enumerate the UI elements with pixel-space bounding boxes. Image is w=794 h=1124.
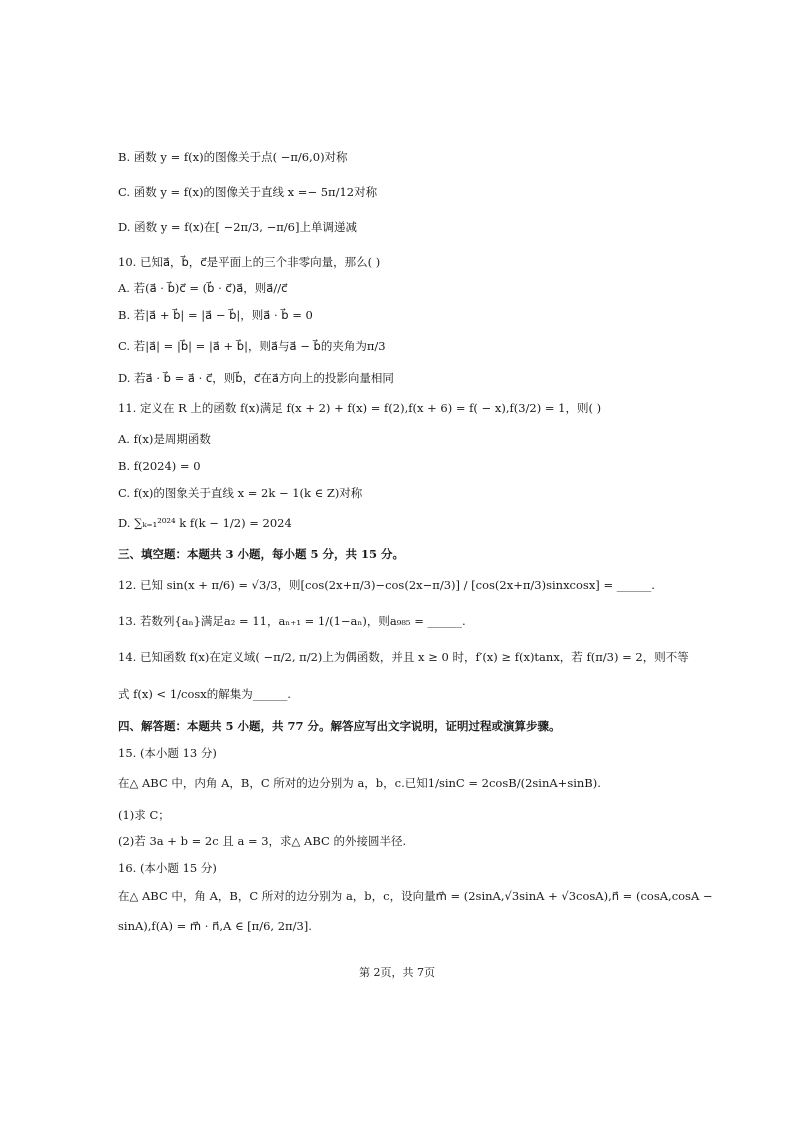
- option-9b: B. 函数 y = f(x)的图像关于点( −π/6,0)对称: [118, 150, 348, 164]
- option-11a: A. f(x)是周期函数: [118, 432, 211, 446]
- question-14-line1: 14. 已知函数 f(x)在定义域( −π/2, π/2)上为偶函数，并且 x ≥ 0 时，f′(x) ≥ f(x)tanx，若 f(π/3) = 2，则不等: [118, 650, 689, 664]
- option-11c: C. f(x)的图象关于直线 x = 2k − 1(k ∈ Z)对称: [118, 486, 363, 500]
- page-footer: 第 2页，共 7页: [359, 966, 435, 979]
- question-13: 13. 若数列{aₙ}满足a₂ = 11，aₙ₊₁ = 1/(1−aₙ)，则a₉₈₅ = ______.: [118, 614, 466, 628]
- option-10a: A. 若(a⃗ · b⃗)c⃗ = (b⃗ · c⃗)a⃗，则a⃗//c⃗: [118, 281, 288, 295]
- question-15-header: 15. (本小题 13 分): [118, 746, 217, 760]
- question-15-stem: 在△ ABC 中，内角 A，B，C 所对的边分别为 a，b，c.已知1/sinC = 2cosB/(2sinA+sinB).: [118, 776, 601, 790]
- option-11b: B. f(2024) = 0: [118, 459, 201, 473]
- question-10: 10. 已知a⃗，b⃗，c⃗是平面上的三个非零向量，那么( ): [118, 255, 381, 269]
- question-16-stem-line2: sinA),f(A) = m⃗ · n⃗,A ∈ [π/6, 2π/3].: [118, 919, 312, 933]
- question-11: 11. 定义在 R 上的函数 f(x)满足 f(x + 2) + f(x) = f(2),f(x + 6) = f( − x),f(3/2) = 1，则( ): [118, 401, 602, 415]
- question-12: 12. 已知 sin(x + π/6) = √3/3，则[cos(2x+π/3)−cos(2x−π/3)] / [cos(2x+π/3)sinxcosx] = ______.: [118, 578, 655, 592]
- option-9c: C. 函数 y = f(x)的图像关于直线 x =− 5π/12对称: [118, 185, 378, 199]
- question-16-stem-line1: 在△ ABC 中，角 A，B，C 所对的边分别为 a，b，c，设向量m⃗ = (2sinA,√3sinA + √3cosA),n⃗ = (cosA,cosA −: [118, 889, 713, 903]
- question-16-header: 16. (本小题 15 分): [118, 861, 217, 875]
- option-10c: C. 若|a⃗| = |b⃗| = |a⃗ + b⃗|，则a⃗与a⃗ − b⃗的夹角为π/3: [118, 339, 386, 353]
- option-10b: B. 若|a⃗ + b⃗| = |a⃗ − b⃗|，则a⃗ · b⃗ = 0: [118, 308, 313, 322]
- section-4-heading: 四、解答题：本题共 5 小题，共 77 分。解答应写出文字说明，证明过程或演算步骤。: [118, 719, 561, 733]
- question-15-part2: (2)若 3a + b = 2c 且 a = 3，求△ ABC 的外接圆半径.: [118, 834, 407, 848]
- option-10d: D. 若a⃗ · b⃗ = a⃗ · c⃗，则b⃗，c⃗在a⃗方向上的投影向量相同: [118, 371, 394, 385]
- question-14-line2: 式 f(x) < 1/cosx的解集为______.: [118, 687, 291, 701]
- option-9d: D. 函数 y = f(x)在[ −2π/3, −π/6]上单调递减: [118, 220, 357, 234]
- section-3-heading: 三、填空题：本题共 3 小题，每小题 5 分，共 15 分。: [118, 547, 405, 561]
- option-11d: D. ∑ₖ₌₁²⁰²⁴ k f(k − 1/2) = 2024: [118, 516, 292, 530]
- question-15-part1: (1)求 C；: [118, 808, 170, 822]
